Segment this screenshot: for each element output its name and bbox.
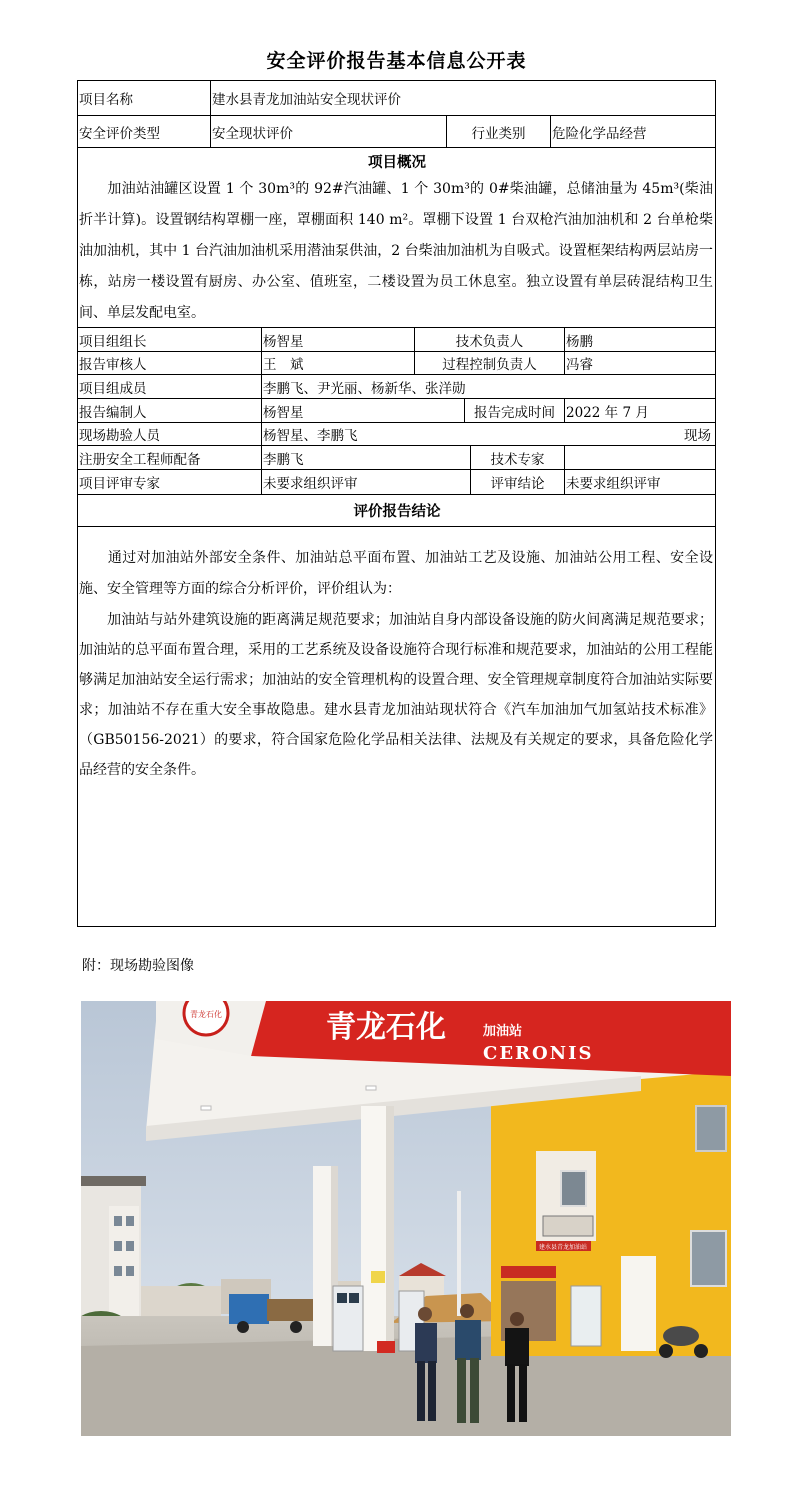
value-completion-time: 2022 年 7 月 (564, 399, 715, 422)
conclusion-paragraph-1: 通过对加油站外部安全条件、加油站总平面布置、加油站工艺及设施、加油站公用工程、安全设施、安全管理等方面的综合分析评价，评价组认为： (79, 550, 713, 597)
value-leader: 杨智星 (261, 328, 414, 351)
value-tech-expert (564, 446, 715, 469)
row-surveyors (78, 423, 715, 446)
label-experts: 项目评审专家 (79, 476, 160, 492)
row-eval-type (78, 116, 715, 148)
conclusion-paragraph-2: 加油站与站外建筑设施的距离满足规范要求；加油站自身内部设备设施的防火间离满足规范要求；加油站的总平面布置合理，采用的工艺系统及设备设施符合现行标准和规范要求，加油站的公用工程能够满足加油站安全运行需求；加油站的安全管理机构的设置合理、安全管理规章制度符合加油站实际要求；加油站不存在重大安全事故隐患。建水县青龙加油站现状符合《汽车加油加气加氢站技术标准》（GB50156-2021）的要求，符合国家危险化学品相关法律、法规及有关规定的要求，具备危险化学品经营的安全条件。 (79, 612, 713, 778)
label-compiler: 报告编制人 (79, 404, 147, 421)
row-leader (78, 328, 715, 352)
value-review-result: 未要求组织评审 (564, 470, 715, 494)
label-industry: 行业类别 (446, 116, 550, 147)
canopy-brand: 青龙石化 (326, 1010, 446, 1045)
value-engineer: 李鹏飞 (261, 446, 470, 469)
value-surveyors: 杨智星、李鹏飞 (261, 423, 601, 445)
canopy-english: CERONIS (483, 1043, 594, 1064)
value-eval-type: 安全现状评价 (210, 116, 446, 147)
label-leader: 项目组组长 (79, 333, 147, 350)
row-reviewer (78, 352, 715, 375)
value-experts: 未要求组织评审 (261, 470, 470, 494)
value-members: 李鹏飞、尹光丽、杨新华、张洋勋 (261, 375, 715, 398)
row-engineer (78, 446, 715, 470)
label-review-result: 评审结论 (470, 470, 564, 494)
row-members (78, 375, 715, 399)
conclusion-title: 评价报告结论 (353, 503, 441, 520)
row-experts (78, 470, 715, 495)
row-overview-text (78, 174, 715, 328)
value-project-name: 建水县青龙加油站安全现状评价 (210, 81, 715, 115)
label-tech-expert: 技术专家 (470, 446, 564, 469)
value-tech-lead: 杨鹏 (564, 328, 715, 351)
site-photo (81, 1001, 731, 1436)
label-reviewer: 报告审核人 (79, 357, 147, 373)
label-project-name: 项目名称 (79, 92, 133, 108)
info-table (77, 80, 716, 927)
overview-title: 项目概况 (368, 153, 426, 171)
label-eval-type: 安全评价类型 (79, 125, 160, 142)
overview-text: 加油站油罐区设置 1 个 30m³的 92#汽油罐、1 个 30m³的 0#柴油罐，总储油量为 45m³(柴油折半计算)。设置钢结构罩棚一座，罩棚面积 140 m²。罩棚下设置 1 台双枪汽油加油机和 2 台单枪柴油加油机，其中 1 台汽油加油机采用潜油泵供油，2 台柴油加油机为自吸式。设置框架结构两层站房一栋，站房一楼设置有厨房、办公室、值班室，二楼设置为员工休息室。独立设置有单层砖混结构卫生间、单层发配电室。 (79, 181, 713, 321)
row-compiler (78, 399, 715, 423)
attachment-label: 附：现场勘验图像 (82, 958, 194, 974)
row-project-name (78, 81, 715, 116)
row-overview-title (78, 148, 715, 174)
value-industry: 危险化学品经营 (550, 116, 715, 147)
surveyors-tail: 现场 (684, 428, 711, 444)
label-surveyors: 现场勘验人员 (79, 428, 160, 444)
label-members: 项目组成员 (79, 380, 147, 397)
value-reviewer: 王 斌 (261, 352, 414, 374)
canopy-logo-text: 青龙石化 (190, 1010, 222, 1019)
label-tech-lead: 技术负责人 (414, 328, 564, 351)
canopy-sub: 加油站 (483, 1024, 523, 1039)
station-banner: 建水县青龙加油站 (538, 1244, 588, 1251)
value-process-lead: 冯睿 (564, 352, 715, 374)
value-compiler: 杨智星 (261, 399, 464, 422)
label-completion-time: 报告完成时间 (464, 399, 564, 422)
label-process-lead: 过程控制负责人 (414, 352, 564, 374)
page-title: 安全评价报告基本信息公开表 (266, 50, 527, 72)
row-conclusion-title (78, 495, 715, 527)
label-engineer: 注册安全工程师配备 (79, 451, 201, 468)
